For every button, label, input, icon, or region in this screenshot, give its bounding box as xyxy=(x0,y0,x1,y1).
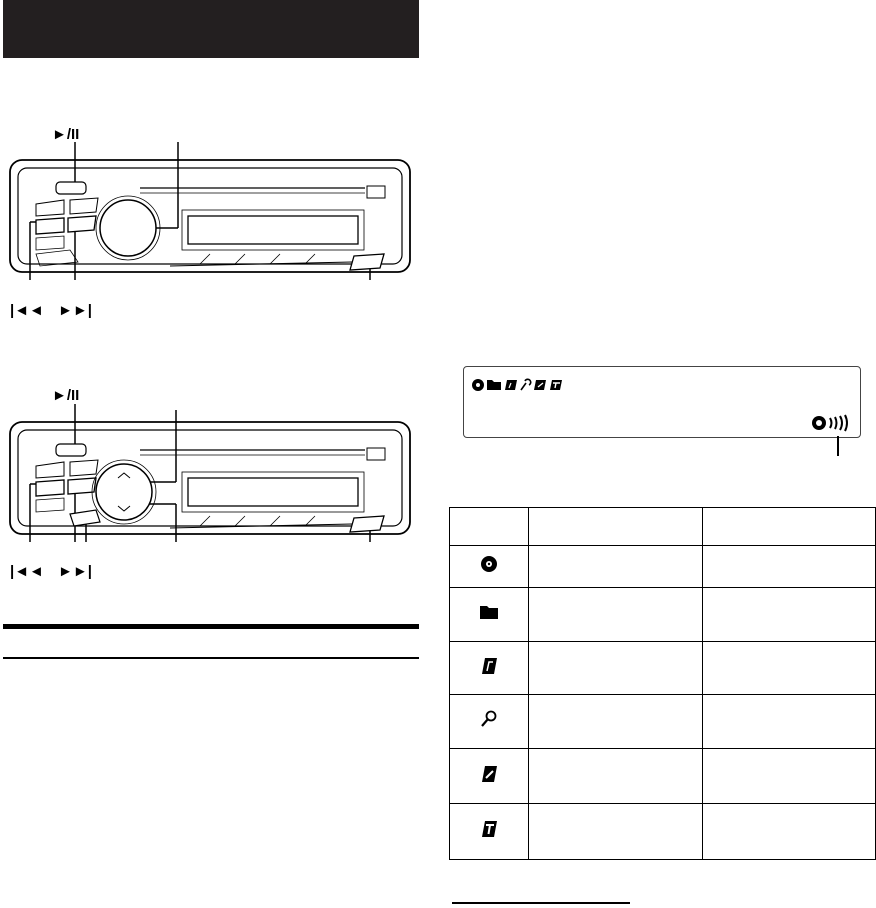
table-cell xyxy=(702,546,875,588)
next-label-2: ►►| xyxy=(58,563,92,580)
car-stereo-diagram-1 xyxy=(0,140,430,280)
folder-icon xyxy=(479,604,499,620)
table-cell xyxy=(529,804,702,860)
play-pause-label-2: ►/II xyxy=(52,387,80,404)
table-icon-cell xyxy=(450,804,529,860)
table-row xyxy=(450,642,876,695)
table-icon-cell xyxy=(450,695,529,749)
indicator-icon-table xyxy=(449,507,876,860)
section-rule-thin xyxy=(3,657,419,659)
table-row xyxy=(450,749,876,804)
signal-strength-icon xyxy=(810,413,854,433)
table-icon-cell xyxy=(450,749,529,804)
table-icon-cell xyxy=(450,588,529,642)
table-cell xyxy=(529,642,702,695)
artist-icon xyxy=(480,710,498,728)
section-rule-thick xyxy=(3,624,419,629)
table-cell xyxy=(702,804,875,860)
table-cell xyxy=(702,695,875,749)
lcd-callout-line xyxy=(837,436,839,456)
table-cell xyxy=(702,642,875,695)
table-row xyxy=(450,588,876,642)
disc-icon xyxy=(480,555,498,573)
table-row xyxy=(450,804,876,860)
footnote-rule xyxy=(452,902,630,904)
table-header-cell xyxy=(450,508,529,546)
prev-label-2: |◄◄ xyxy=(10,563,44,580)
section-header-bar xyxy=(3,0,419,58)
title-icon xyxy=(480,820,498,838)
table-cell xyxy=(529,546,702,588)
table-row xyxy=(450,695,876,749)
prev-label-1: |◄◄ xyxy=(10,302,44,319)
album-icon xyxy=(480,765,498,783)
table-row xyxy=(450,546,876,588)
table-icon-cell xyxy=(450,642,529,695)
table-header-cell xyxy=(702,508,875,546)
table-icon-cell xyxy=(450,546,529,588)
next-label-1: ►►| xyxy=(58,302,92,319)
table-cell xyxy=(529,749,702,804)
table-cell xyxy=(529,695,702,749)
car-stereo-diagram-2 xyxy=(0,402,430,542)
play-pause-label-1: ►/II xyxy=(52,126,80,143)
lcd-display-panel xyxy=(463,366,861,438)
table-header-row xyxy=(450,508,876,546)
music-note-icon xyxy=(480,657,498,675)
table-cell xyxy=(702,749,875,804)
table-cell xyxy=(702,588,875,642)
lcd-indicator-icons xyxy=(470,375,570,395)
table-cell xyxy=(529,588,702,642)
table-header-cell xyxy=(529,508,702,546)
